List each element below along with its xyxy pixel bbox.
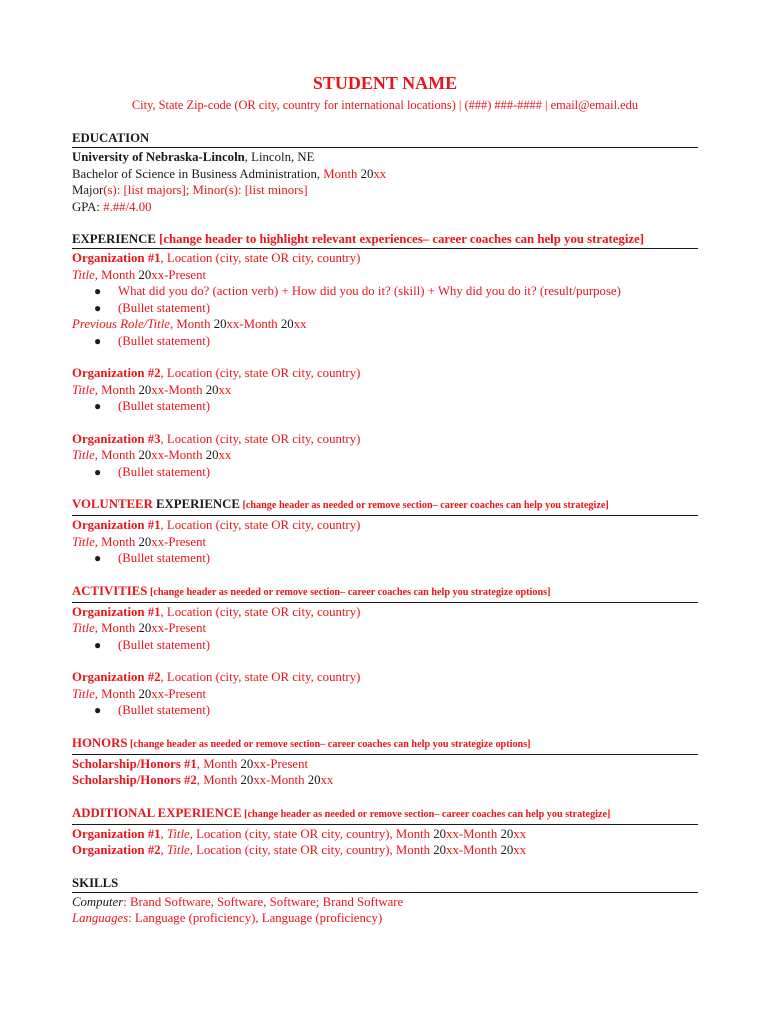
school-line: University of Nebraska-Lincoln, Lincoln, NE — [72, 150, 315, 164]
exp-org1-prev-role: Previous Role/Title, Month 20xx-Month 20xx — [72, 317, 307, 331]
exp-org3-title: Title, Month 20xx-Month 20xx — [72, 448, 232, 462]
vol-org1: Organization #1, Location (city, state OR city, country) — [72, 518, 361, 532]
exp-org3-bullet: ● (Bullet statement) — [94, 464, 211, 479]
vol-org1-title: Title, Month 20xx-Present — [72, 534, 207, 549]
skills-computer: Computer: Brand Software, Software, Software; Brand Software — [72, 894, 404, 909]
act-org2: Organization #2, Location (city, state OR city, country) — [72, 670, 361, 684]
exp-org3: Organization #3, Location (city, state OR city, country) — [72, 431, 361, 446]
major-line: Major(s): [list majors]; Minor(s): [list minors] — [72, 183, 308, 197]
section-honors: HONORS [change header as needed or remove section– career coaches can help you strategize options] — [72, 735, 698, 755]
vol-org1-bullet: ● (Bullet statement) — [94, 551, 211, 565]
exp-org1-bullet-1: ● What did you do? (action verb) + How did you do it? (skill) + Why did you do it? (result/purpose) — [94, 284, 621, 298]
act-org2-bullet: ● (Bullet statement) — [94, 703, 211, 717]
exp-org2: Organization #2, Location (city, state OR city, country) — [72, 366, 361, 380]
contact-line: City, State Zip-code (OR city, country for international locations) | (###) ###-#### | email@email.edu — [131, 98, 639, 112]
exp-org1-title: Title, Month 20xx-Present — [72, 267, 207, 282]
act-org1-title: Title, Month 20xx-Present — [72, 621, 207, 635]
add-org2: Organization #2, Title, Location (city, state OR city, country), Month 20xx-Month 20xx — [72, 843, 527, 857]
section-experience: EXPERIENCE [change header to highlight relevant experiences– career coaches can help you strategize] — [72, 231, 698, 249]
student-name: STUDENT NAME — [312, 73, 458, 93]
gpa-line: GPA: #.##/4.00 — [72, 199, 152, 214]
honor-2: Scholarship/Honors #2, Month 20xx-Month 20xx — [72, 773, 334, 787]
exp-org1-bullet-2: ● (Bullet statement) — [94, 300, 211, 315]
exp-org2-title: Title, Month 20xx-Month 20xx — [72, 382, 232, 397]
act-org1-bullet: ● (Bullet statement) — [94, 637, 211, 652]
section-additional: ADDITIONAL EXPERIENCE [change header as needed or remove section– career coaches can help you strategize] — [72, 805, 698, 825]
section-volunteer: VOLUNTEER EXPERIENCE [change header as needed or remove section– career coaches can help you strategize] — [72, 496, 698, 516]
add-org1: Organization #1, Title, Location (city, state OR city, country), Month 20xx-Month 20xx — [72, 826, 527, 841]
section-activities: ACTIVITIES [change header as needed or remove section– career coaches can help you strategize options] — [72, 583, 698, 603]
act-org1: Organization #1, Location (city, state OR city, country) — [72, 604, 361, 619]
exp-org2-bullet: ● (Bullet statement) — [94, 399, 211, 413]
honor-1: Scholarship/Honors #1, Month 20xx-Present — [72, 756, 309, 771]
resume-page — [72, 72, 698, 927]
degree-line: Bachelor of Science in Business Administration, Month 20xx — [72, 166, 387, 181]
skills-languages: Languages: Language (proficiency), Language (proficiency) — [72, 911, 383, 925]
exp-org1: Organization #1, Location (city, state OR city, country) — [72, 251, 361, 265]
section-skills: SKILLS — [72, 875, 698, 893]
section-education: EDUCATION — [72, 130, 698, 148]
act-org2-title: Title, Month 20xx-Present — [72, 686, 207, 701]
exp-org1-prev-bullet: ● (Bullet statement) — [94, 333, 211, 348]
